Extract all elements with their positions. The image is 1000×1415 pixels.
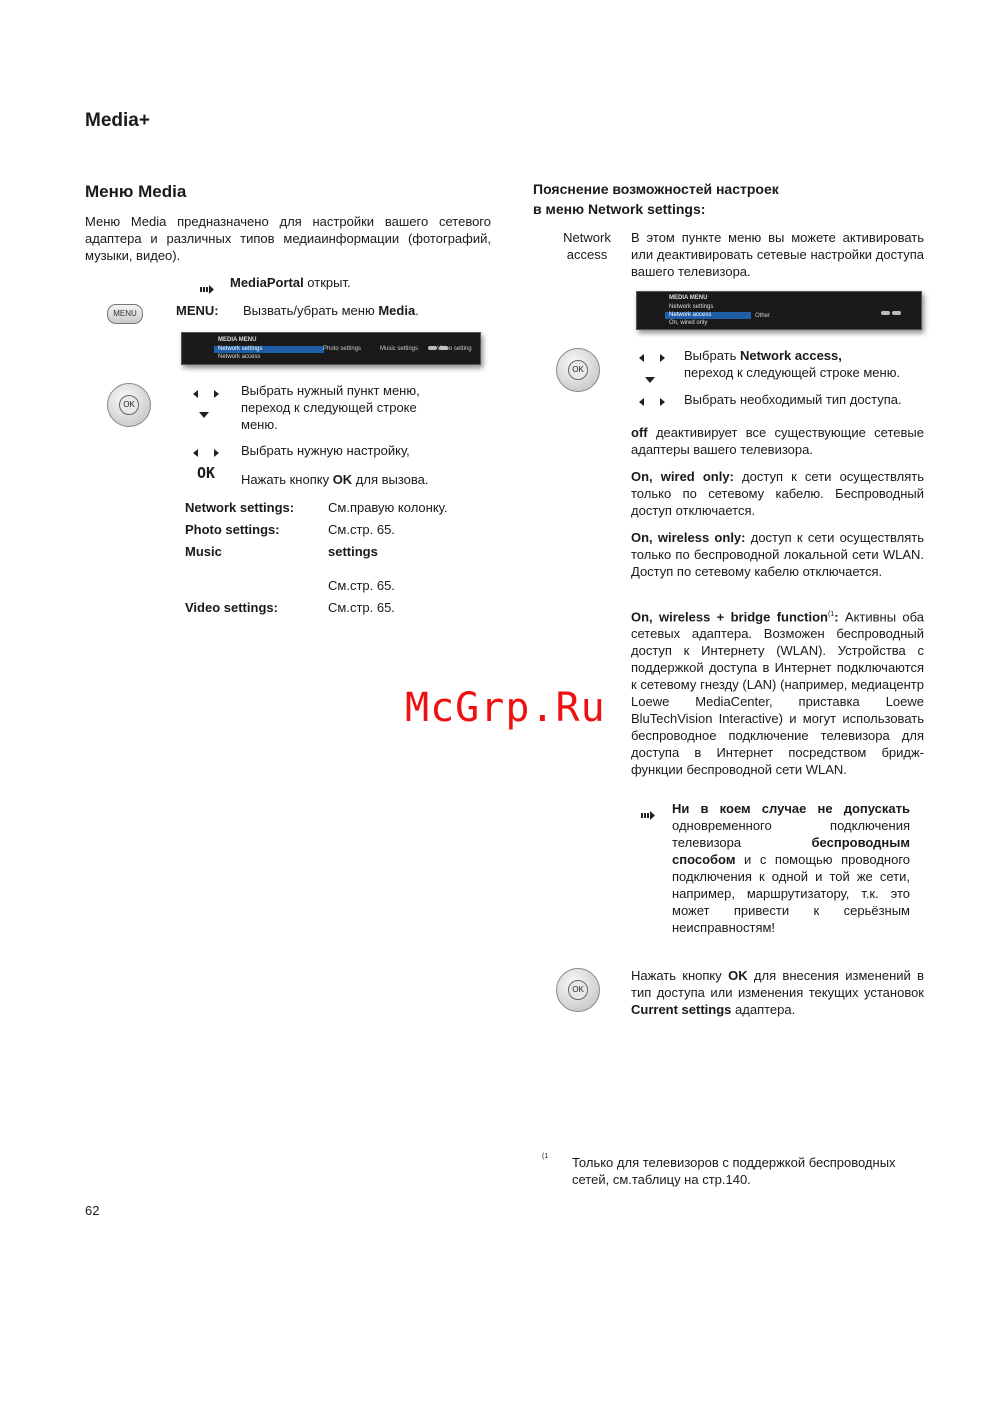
screen-row-network-settings: Network settings bbox=[669, 304, 714, 310]
ok-press-pre: Нажать кнопку bbox=[241, 472, 333, 487]
ok-confirm-text bbox=[631, 967, 924, 1018]
table-row-label: Network settings: bbox=[185, 500, 295, 515]
network-access-intro: В этом пункте меню вы можете активировать или деактивировать сетевые настройки доступа вашего телевизора. bbox=[631, 230, 924, 279]
mediaportal-text: открыт. bbox=[303, 275, 351, 290]
ok-pad-icon bbox=[107, 383, 151, 427]
warning-note bbox=[672, 800, 910, 936]
ok-press-text bbox=[241, 471, 429, 488]
screen-row-network-settings: Network settings bbox=[214, 346, 324, 353]
screen-option-music: Music settings bbox=[380, 346, 419, 352]
table-row-label: Photo settings: bbox=[185, 522, 280, 537]
menu-key-label: MENU: bbox=[176, 303, 219, 318]
section-title-network-line2: в меню Network settings: bbox=[533, 201, 706, 217]
screen-buttons-icon bbox=[881, 302, 903, 307]
left-right-arrows-icon-2 bbox=[193, 445, 219, 463]
down-arrow-icon bbox=[199, 406, 209, 424]
page-number: 62 bbox=[85, 1203, 100, 1218]
table-row-value: См.стр. 65. bbox=[328, 522, 395, 537]
screen-row-network-access: Network access bbox=[218, 354, 261, 360]
ok-pad-label: OK bbox=[119, 395, 139, 415]
ok-pad-label: OK bbox=[568, 980, 588, 1000]
note-arrow-icon bbox=[200, 281, 214, 289]
menu-button-icon: MENU bbox=[107, 304, 143, 324]
screen-option-photo: Photo settings bbox=[323, 346, 362, 352]
ok-confirm-bold-2: Current settings bbox=[631, 1002, 732, 1017]
table-row-label: Video settings: bbox=[185, 600, 278, 615]
ok-pad-icon bbox=[556, 348, 600, 392]
option-bridge-colon: : bbox=[834, 609, 839, 625]
warning-text-2: и с помощью проводного подключения к одной и той же сети, например, маршрутизатору, т.к. это может привести к серьёзным неисправностям! bbox=[672, 852, 910, 935]
down-arrow-icon bbox=[645, 371, 655, 389]
footnote-mark: (1 bbox=[542, 1153, 549, 1160]
screen-title: MEDIA MENU bbox=[669, 295, 708, 301]
menu-desc-bold: Media bbox=[378, 303, 416, 318]
note-arrow-icon bbox=[641, 807, 655, 815]
footnote-text: Только для телевизоров с поддержкой беспроводных сетей, см.таблицу на стр.140. bbox=[572, 1155, 896, 1187]
option-wired-text: доступ к сети осуществлять только по сетевому кабелю. Беспроводный доступ отключается. bbox=[631, 469, 924, 518]
table-row-value: См.правую колонку. bbox=[328, 500, 448, 515]
ok-pad-label: OK bbox=[568, 360, 588, 380]
option-bridge-footnote-ref: (1 bbox=[827, 611, 835, 618]
warning-bold-2: беспроводным способом bbox=[672, 835, 910, 867]
option-wired-label: On, wired only: bbox=[631, 469, 734, 484]
select-network-access bbox=[684, 347, 842, 364]
watermark: McGrp.Ru bbox=[405, 685, 606, 731]
left-right-arrows-icon-2 bbox=[639, 394, 665, 412]
menu-desc-end: . bbox=[415, 303, 419, 318]
ok-key-label: OK bbox=[197, 464, 216, 482]
ok-pad-icon bbox=[556, 968, 600, 1012]
ok-press-end: для вызова. bbox=[352, 472, 429, 487]
warning-bold-1: Ни в коем случае не допускать bbox=[672, 801, 910, 816]
ok-confirm-mid: для внесения изменений в тип доступа или изменения текущих установок bbox=[631, 968, 924, 1000]
table-row-value: См.стр. 65. bbox=[328, 600, 395, 615]
option-wireless-text: доступ к сети осуществлять только по беспроводной локальной сети WLAN. Доступ по сетевому кабелю отключается. bbox=[631, 530, 924, 579]
media-menu-screenshot bbox=[181, 332, 481, 365]
left-right-arrows-icon bbox=[639, 350, 665, 368]
menu-desc-text: Вызвать/убрать меню bbox=[243, 303, 379, 318]
option-bridge-label: On, wireless + bridge function bbox=[631, 609, 828, 625]
media-menu-intro: Меню Media предназначено для настройки вашего сетевого адаптера и различных типов медиаинформации (фотографий, музыки, видео). bbox=[85, 214, 491, 263]
screen-title: MEDIA MENU bbox=[218, 337, 257, 343]
select-text: Выбрать bbox=[684, 348, 740, 363]
warning-text-1: одновременного подключения телевизора bbox=[672, 818, 910, 850]
page-header-title: Media+ bbox=[85, 110, 150, 131]
option-off bbox=[631, 424, 924, 458]
section-title-network-line1: Пояснение возможностей настроек bbox=[533, 181, 779, 197]
option-wireless-only bbox=[631, 529, 924, 580]
option-wireless-label: On, wireless only: bbox=[631, 530, 746, 545]
mediaportal-label: MediaPortal bbox=[230, 275, 304, 290]
ok-press-bold: OK bbox=[332, 472, 353, 487]
option-wired-only bbox=[631, 468, 924, 519]
next-line-text: переход к следующей строке меню. bbox=[684, 365, 901, 380]
ok-confirm-bold: OK bbox=[728, 968, 748, 983]
screen-buttons-icon bbox=[428, 337, 450, 342]
left-right-arrows-icon bbox=[193, 386, 219, 404]
side-label-network-access: Network access bbox=[563, 230, 611, 262]
select-bold: Network access, bbox=[739, 348, 842, 363]
option-off-label: off bbox=[631, 425, 648, 440]
network-access-screenshot bbox=[636, 291, 922, 330]
screen-option-other: Other bbox=[755, 313, 771, 319]
screen-row-network-access: Network access bbox=[665, 312, 751, 319]
menu-key-description bbox=[243, 302, 419, 319]
section-title-media-menu: Меню Media bbox=[85, 182, 187, 201]
ok-confirm-pre: Нажать кнопку bbox=[631, 968, 729, 983]
option-bridge-text: Активны оба сетевых адаптера. Возможен беспроводный доступ к Интернету (WLAN). Устройства с поддержкой доступа в Интернет подключаются к сетевому гнезду (LAN) (например, медиацентр Loewe MediaCenter, приставка Loewe BluTechVision Interactive) и могут использовать беспроводное подключение телевизора для доступа в Интернет посредством бридж-функции беспроводной сети WLAN. bbox=[631, 609, 925, 778]
screen-row-wired-only: On, wired only bbox=[669, 320, 708, 326]
choose-access-type: Выбрать необходимый тип доступа. bbox=[684, 392, 902, 407]
ok-confirm-end: адаптера. bbox=[731, 1002, 796, 1017]
nav-select-item: Выбрать нужный пункт меню, bbox=[241, 383, 420, 398]
table-row-value: settings bbox=[328, 544, 378, 559]
screen-option-video: Video setting bbox=[437, 346, 472, 352]
nav-next-line: переход к следующей строке меню. bbox=[241, 400, 417, 432]
nav-select-setting: Выбрать нужную настройку, bbox=[241, 443, 410, 458]
table-row-label: Music bbox=[185, 544, 222, 559]
mediaportal-note bbox=[230, 274, 351, 291]
table-row-value: См.стр. 65. bbox=[328, 578, 395, 593]
option-off-text: деактивирует все существующие сетевые адаптеры вашего телевизора. bbox=[631, 425, 924, 457]
option-bridge bbox=[631, 606, 924, 778]
